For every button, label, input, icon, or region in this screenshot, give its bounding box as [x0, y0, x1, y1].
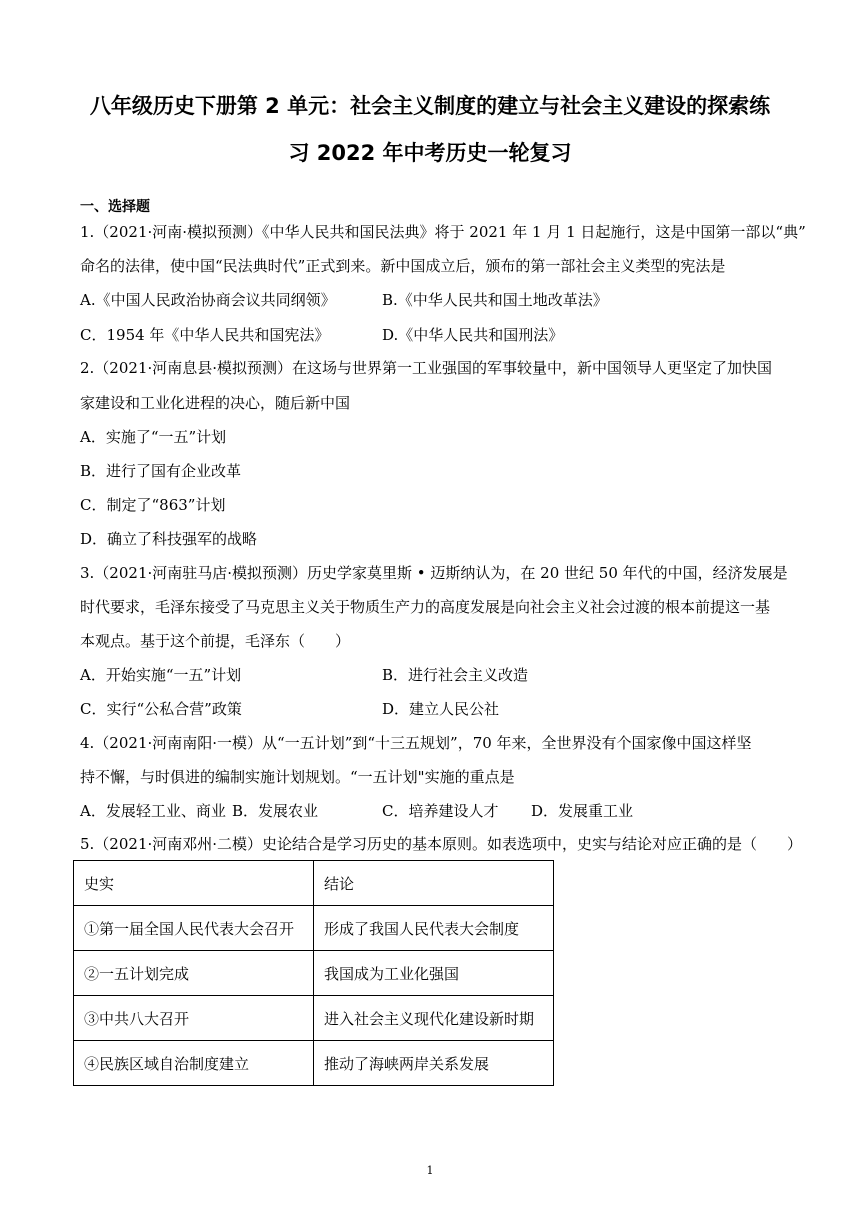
q1-option-b: B.《中华人民共和国土地改革法》	[382, 291, 608, 309]
page-number: 1	[426, 1164, 434, 1177]
q3-option-b: B．进行社会主义改造	[382, 666, 529, 684]
table-row	[74, 996, 554, 1041]
q3-option-a: A．开始实施“一五”计划	[80, 666, 242, 684]
table-cell: ④民族区域自治制度建立	[74, 1041, 314, 1086]
table-row	[74, 1041, 554, 1086]
q5-table	[73, 860, 554, 1086]
q1-option-a: A.《中国人民政治协商会议共同纲领》	[80, 291, 336, 309]
q1-option-c: C．1954 年《中华人民共和国宪法》	[80, 326, 330, 344]
q3-option-d: D．建立人民公社	[382, 700, 500, 718]
q3-option-c: C．实行“公私合营”政策	[80, 700, 242, 718]
q2-stem-line2: 家建设和工业化进程的决心，随后新中国	[80, 394, 351, 412]
q1-option-d: D.《中华人民共和国刑法》	[382, 326, 564, 344]
table-cell: 推动了海峡两岸关系发展	[314, 1041, 554, 1086]
q4-stem-line1: 4.（2021·河南南阳·一模）从“一五计划”到“十三五规划”，70 年来，全世界没有个国家像中国这样坚	[80, 734, 752, 752]
table-header-cell: 结论	[314, 861, 554, 906]
table-row	[74, 951, 554, 996]
q4-option-a: A．发展轻工业、商业	[80, 802, 226, 820]
q3-stem-line3: 本观点。基于这个前提，毛泽东（ ）	[80, 632, 351, 650]
q2-option-b: B．进行了国有企业改革	[80, 462, 242, 480]
table-cell: 形成了我国人民代表大会制度	[314, 906, 554, 951]
q4-option-b: B．发展农业	[232, 802, 319, 820]
page-title-line2: 习 2022 年中考历史一轮复习	[288, 141, 572, 165]
q5-stem-line1: 5.（2021·河南邓州·二模）史论结合是学习历史的基本原则。如表选项中，史实与结论对应正确的是（ ）	[80, 835, 803, 853]
section-heading: 一、选择题	[80, 199, 150, 215]
q3-stem-line2: 时代要求，毛泽东接受了马克思主义关于物质生产力的高度发展是向社会主义社会过渡的根本前提这一基	[80, 598, 771, 616]
q3-stem-line1: 3.（2021·河南驻马店·模拟预测）历史学家莫里斯 • 迈斯纳认为，在 20 世纪 50 年代的中国，经济发展是	[80, 564, 788, 582]
q2-option-d: D．确立了科技强军的战略	[80, 530, 258, 548]
table-cell: ③中共八大召开	[74, 996, 314, 1041]
table-cell: 进入社会主义现代化建设新时期	[314, 996, 554, 1041]
q2-option-c: C．制定了“863”计划	[80, 496, 226, 514]
q4-option-d: D．发展重工业	[531, 802, 634, 820]
q1-stem-line2: 命名的法律，使中国“民法典时代”正式到来。新中国成立后，颁布的第一部社会主义类型的宪法是	[80, 257, 726, 275]
q1-stem-line1: 1.（2021·河南·模拟预测）《中华人民共和国民法典》将于 2021 年 1 月 1 日起施行，这是中国第一部以“典”	[80, 223, 806, 241]
q4-stem-line2: 持不懈，与时俱进的编制实施计划规划。“一五计划"实施的重点是	[80, 768, 515, 786]
table-header-cell: 史实	[74, 861, 314, 906]
q2-stem-line1: 2.（2021·河南息县·模拟预测）在这场与世界第一工业强国的军事较量中，新中国领导人更坚定了加快国	[80, 359, 773, 377]
table-cell: ①第一届全国人民代表大会召开	[74, 906, 314, 951]
table-cell: 我国成为工业化强国	[314, 951, 554, 996]
table-cell: ②一五计划完成	[74, 951, 314, 996]
table-row	[74, 906, 554, 951]
table-header-row	[74, 861, 554, 906]
page-title-line1: 八年级历史下册第 2 单元：社会主义制度的建立与社会主义建设的探索练	[89, 94, 771, 118]
q4-option-c: C．培养建设人才	[382, 802, 499, 820]
q2-option-a: A．实施了“一五”计划	[80, 428, 227, 446]
